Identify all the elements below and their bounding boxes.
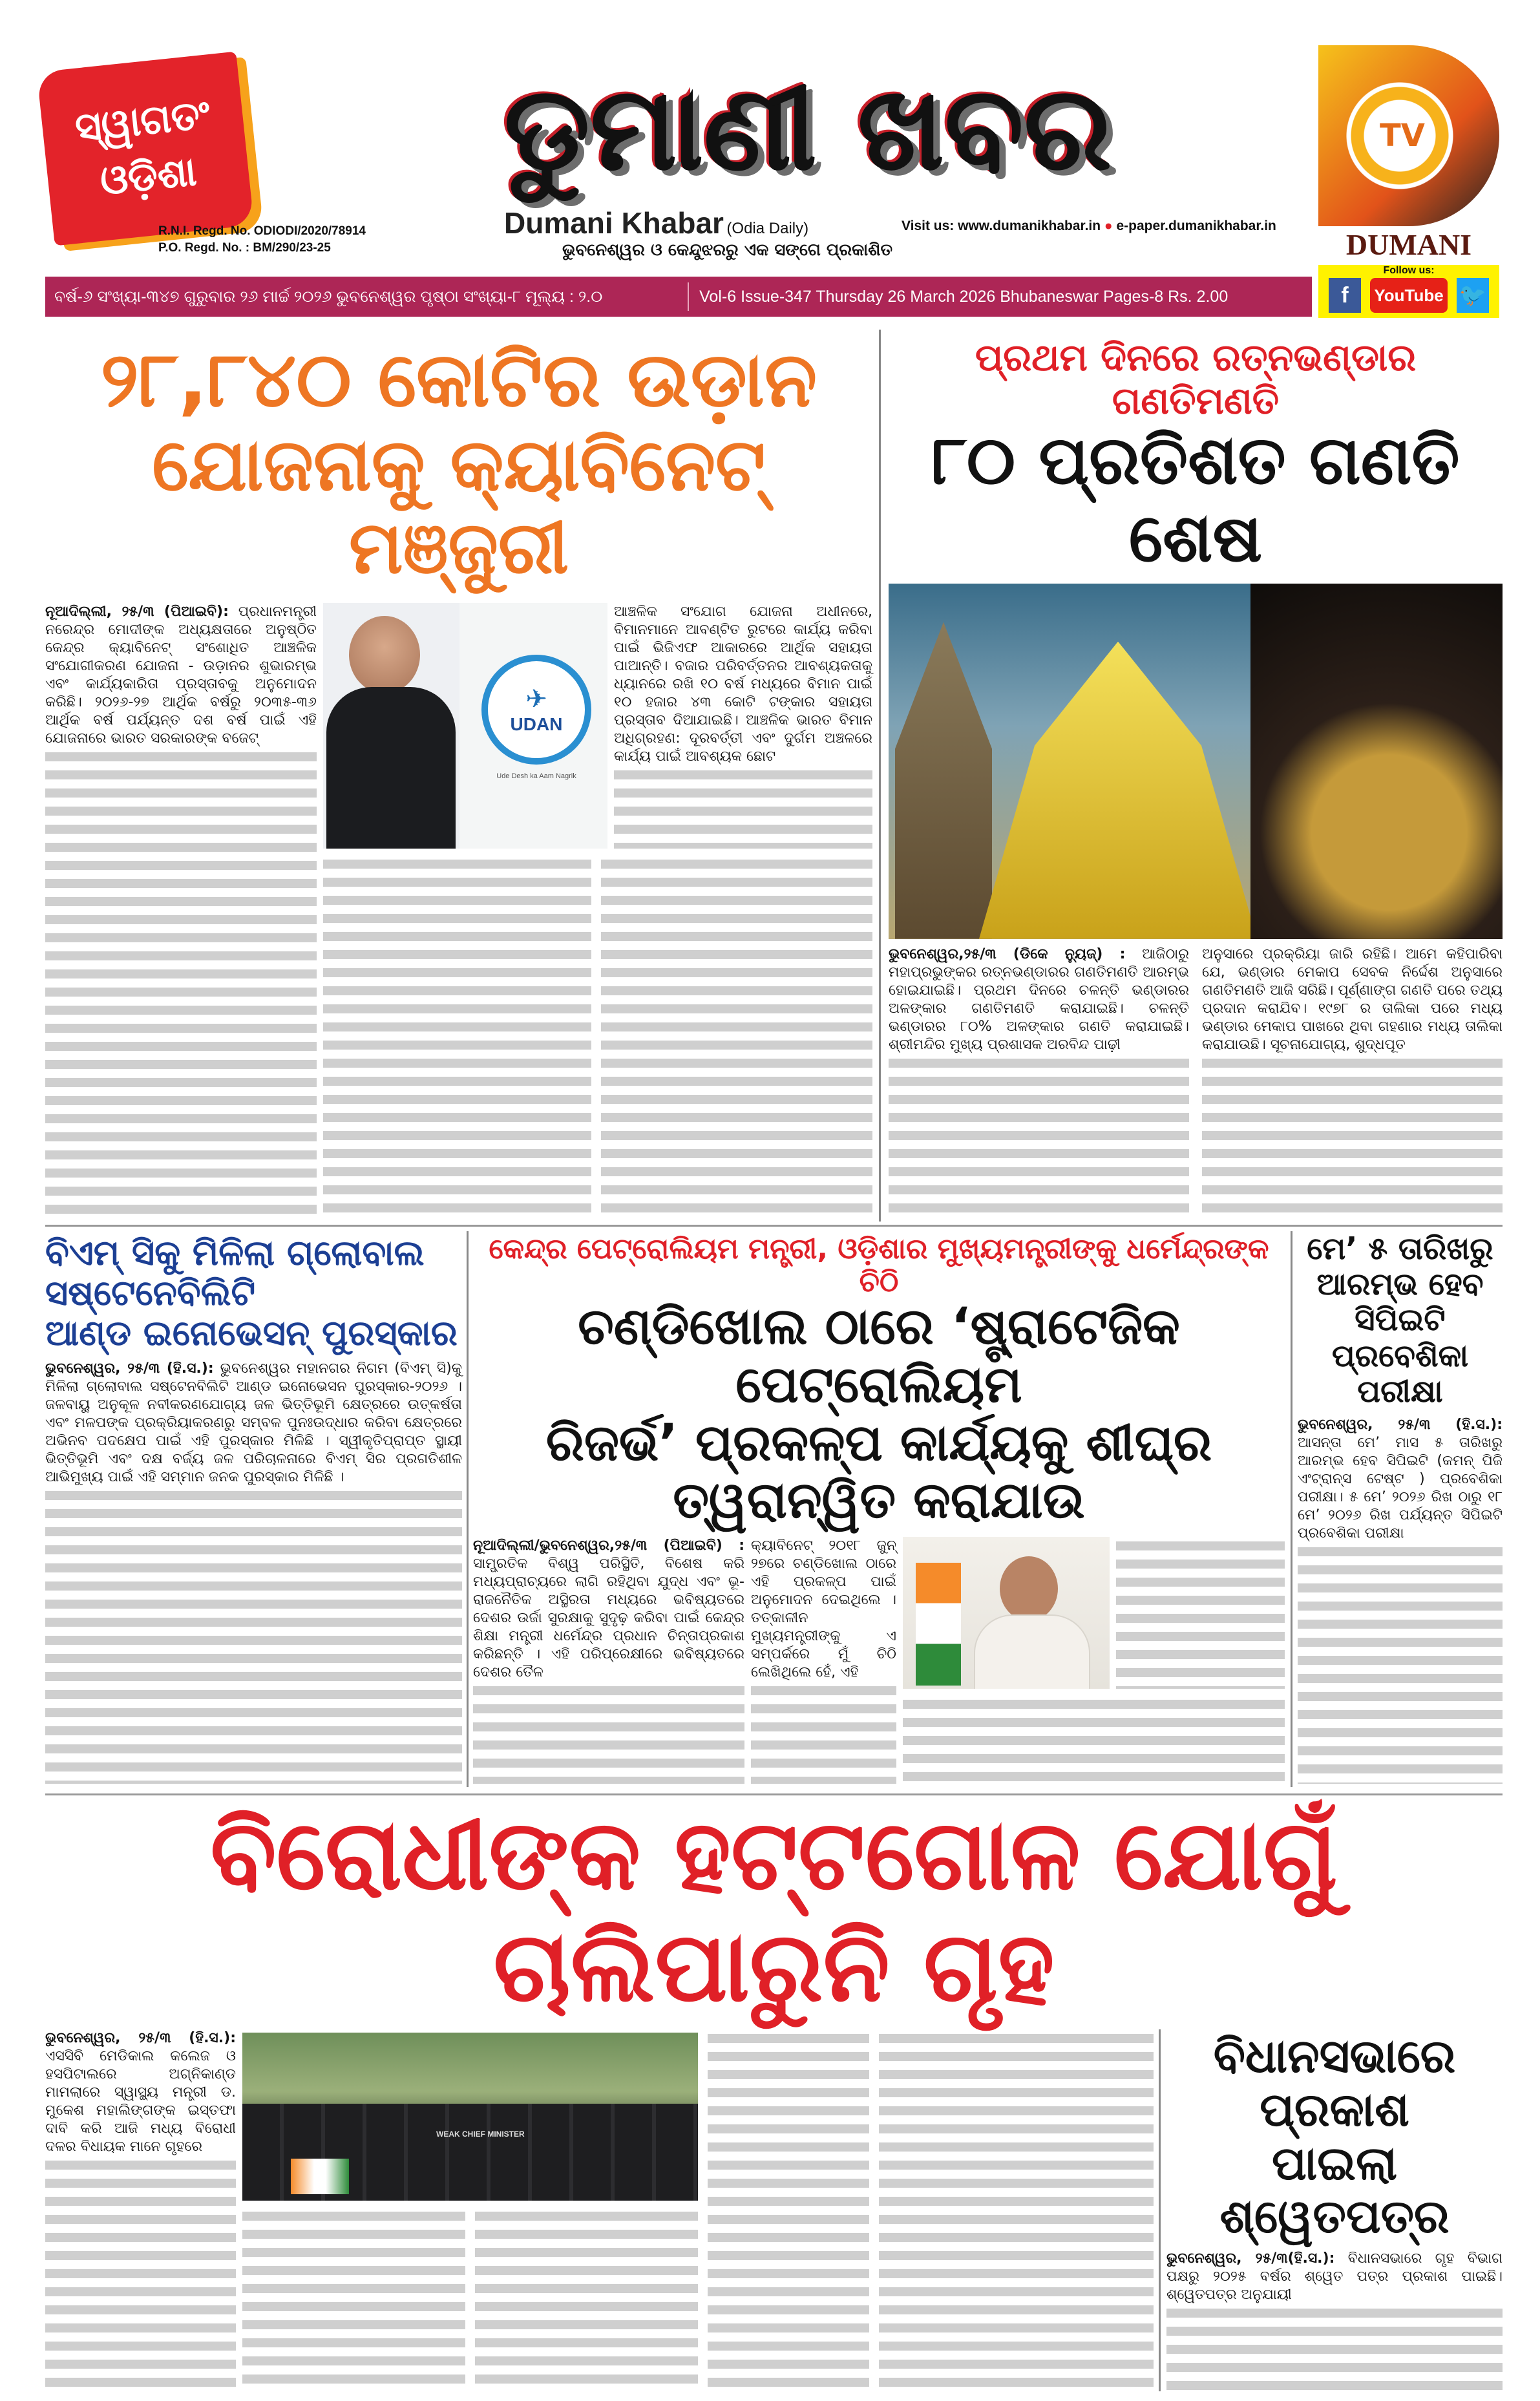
petroleum-article-col-3 [1116,1537,1285,1689]
date-english: Vol-6 Issue-347 Thursday 26 March 2026 Bhubaneswar Pages-8 Rs. 2.00 [699,287,1229,306]
udan-body-area [45,603,872,1222]
assembly-article-col-2 [242,2207,465,2391]
ratna-article-col-1 [889,946,1189,1222]
whitepaper-headline-line-2: ପାଇଲା ଶ୍ୱେତପତ୍ର [1219,2135,1450,2244]
cpet-headline-line-3: ପ୍ରବେଶିକା ପରୀକ୍ଷା [1331,1337,1469,1410]
masthead-tagline: ଭୁବନେଶ୍ୱର ଓ କେନ୍ଦୁଝରରୁ ଏକ ସଙ୍ଗେ ପ୍ରକାଶିତ [562,240,893,260]
ratna-headline: ୮୦ ପ୍ରତିଶତ ଗଣତି ଶେଷ [931,421,1460,577]
petroleum-kicker: କେନ୍ଦ୍ର ପେଟ୍ରୋଲିୟମ ମନ୍ତ୍ରୀ, ଓଡ଼ିଶାର ମୁଖ୍ୟମନ୍ତ୍ରୀଙ୍କୁ ଧର୍ମେନ୍ଦ୍ରଙ୍କ ଚିଠି [489,1232,1269,1298]
petroleum-headline-line-1: ଚଣ୍ଡିଖୋଲ ଠାରେ ‘ଷ୍ଟ୍ରାଟେଜିକ ପେଟ୍ରୋଲିୟମ [578,1298,1180,1414]
udan-article-col-4 [601,855,872,1222]
bmc-article [45,1233,462,1784]
section-divider [45,1225,1503,1227]
masthead-english-name [504,206,808,240]
cpet-body: ଆସନ୍ତା ମେ’ ମାସ ୫ ତାରିଖରୁ ଆରମ୍ଭ ହେବ ସିପିଇଟି (କମନ୍ ପିଜି ଏଂଟ୍ରାନ୍ସ ଟେଷ୍ଟ ) ପ୍ରବେଶିକା ପରୀକ୍ଷା। ୫ ମେ’ ୨୦୨୬ ରିଖ ଠାରୁ ୧୮ ମେ’ ୨୦୨୬ ରିଖ ପର୍ଯ୍ୟନ୍ତ ସିପିଇଟି ପ୍ରବେଶିକା ପରୀକ୍ଷା [1298,1434,1503,1541]
petroleum-article [473,1233,1285,1784]
cpet-headline-line-1: ମେ’ ୫ ତାରିଖରୁ [1307,1231,1493,1267]
tv-brand: DUMANI [1345,228,1472,261]
udan-logo-title: UDAN [510,714,563,735]
cpet-article-block [1298,1231,1503,1784]
plane-icon: ✈ [525,684,547,715]
petroleum-article-col-1 [473,1537,744,1784]
social-links [1318,265,1499,318]
indian-flag [916,1563,961,1686]
bmc-body: ଭୁବନେଶ୍ୱର ମହାନଗର ନିଗମ (ବିଏମ୍ ସି)କୁ ମିଳିଲା ଗ୍ଲୋବାଲ ସଷ୍ଟେନବିଲିଟି ଆଣ୍ଡ ଇନୋଭେସନ ପୁରସ୍କାର-୨୦୨୬ । ଜଳବାୟୁ ଅନୁକୂଳ ନବୀକରଣଯୋଗ୍ୟ ଜଳ ଭିତ୍ତିଭୂମି କ୍ଷେତ୍ରରେ ଉତ୍କର୍ଷତା ଏବଂ ମଳପଙ୍କ ପ୍ରକ୍ରିୟାକରଣରୁ ସମ୍ବଳ ପୁନଃଉଦ୍ଧାର କରିବା କ୍ଷେତ୍ରରେ ଅଭିନବ ପଦକ୍ଷେପ ପାଇଁ ଏହି ପୁରସ୍କାର ମିଳିଛି । ସ୍ୱୀକୃତିପ୍ରାପ୍ତ ସ୍ଥାୟୀ ଭିତ୍ତିଭୂମି ଏବଂ ଦକ୍ଷ ବର୍ଜ୍ୟ ଜଳ ପରିଚାଳନାରେ ବିଏମ୍ ସିର ପ୍ରଗତିଶୀଳ ଆଭିମୁଖ୍ୟ ପାଇଁ ଏହି ସମ୍ମାନ ଜନକ ପୁରସ୍କାର ମିଳିଛି । [45,1360,462,1486]
ratna-bhandar-photo [889,584,1503,939]
temple-spire [895,622,992,939]
badge-line-2: ଓଡ଼ିଶା [98,147,199,205]
website-links [902,218,1276,234]
whitepaper-body: ବିଧାନସଭାରେ ଗୃହ ବିଭାଗ ପକ୍ଷରୁ ୨୦୨୫ ବର୍ଷର ଶ୍ୱେତ ପତ୍ର ପ୍ରକାଶ ପାଇଛି। ଶ୍ୱେତପତ୍ର ଅନୁଯାୟୀ [1166,2250,1503,2303]
column-divider [1291,1231,1292,1787]
assembly-section [45,1800,1503,2391]
petroleum-body-2: କ୍ୟାବିନେଟ୍ ୨୦୧୮ ଜୁନ୍ ୨୭ରେ ଚଣ୍ଡିଖୋଲ ଠାରେ ଏହି ପ୍ରକଳ୍ପ ପାଇଁ ଅନୁମୋଦନ ଦେଇଥିଲେ । ତତ୍କାଳୀନ ମୁଖ୍ୟମନ୍ତ୍ରୀଙ୍କୁ ଏ ସମ୍ପର୍କରେ ମୁଁ ଚିଠି ଲେଖିଥିଲେ ହେଁ, ଏହି [751,1537,896,1680]
udan-logo [481,655,591,765]
protest-placard [291,2159,349,2194]
udan-headline-line-1: ୨୮,୮୪୦ କୋଟିର ଉଡ଼ାନ [100,335,817,424]
cpet-dateline: ଭୁବନେଶ୍ୱର, ୨୫/୩ (ହି.ସ.): [1298,1416,1503,1433]
udan-article [45,336,872,1222]
bmc-headline-line-1: ବିଏମ୍ ସିକୁ ମିଳିଲା ଗ୍ଲୋବାଲ ସଷ୍ଟେନେବିଲିଟି [45,1232,425,1314]
ratna-body-2: ଅନୁସାରେ ପ୍ରକ୍ରିୟା ଜାରି ରହିଛି। ଆମେ କହିପାରିବା ଯେ, ଭଣ୍ଡାର ମେକାପ ସେବକ ନିର୍ଦ୍ଦେଶ ଅନୁସାରେ ଗଣତିମଣତି ଆଜି ସରିଛି। ପୂର୍ଣ୍ଣାଙ୍ଗ ଗଣତି ପରେ ତଥ୍ୟ ପ୍ରଦାନ କରାଯିବ। ୧୯୭୮ ର ତାଲିକା ପରେ ମଧ୍ୟ ଭଣ୍ଡାର ମେକାପ ପାଖରେ ଥିବା ଗହଣାର ମଧ୍ୟ ତାଲିକା କରାଯାଉଛି। ସୂଚନାଯୋଗ୍ୟ, ଶୁଦ୍ଧପୂତ [1202,946,1503,1053]
rni-number: R.N.I. Regd. No. ODIODI/2020/78914 [158,224,366,238]
udan-article-col-2 [323,855,591,1222]
twitter-icon[interactable]: 🐦 [1457,278,1489,313]
epaper-link[interactable]: e-paper.dumanikhabar.in [1116,218,1276,233]
assembly-dateline: ଭୁବନେଶ୍ୱର, ୨୫/୩ (ହି.ସ.): [45,2030,236,2046]
ratna-article [889,336,1503,1222]
udan-logo-subtitle: Ude Desh ka Aam Nagrik [496,772,576,781]
masthead-logo: ଡୁମାଣୀ ଖବର [503,61,1112,196]
whitepaper-article [1166,2250,1503,2391]
modi-face [349,616,420,693]
udan-photo [323,603,607,849]
column-divider [467,1231,469,1787]
divider [688,282,689,311]
assembly-article-col-3 [475,2207,698,2391]
dumani-tv-logo [1318,45,1499,226]
assembly-body: ଏସସିବି ମେଡିକାଲ କଲେଜ ଓ ହସପିଟାଲରେ ଅଗ୍ନିକାଣ୍ଡ ମାମଲାରେ ସ୍ୱାସ୍ଥ୍ୟ ମନ୍ତ୍ରୀ ଡ. ମୁକେଶ ମହାଲିଙ୍ଗଙ୍କ ଇସ୍ତଫା ଦାବି କରି ଆଜି ମଧ୍ୟ ବିରୋଧୀ ଦଳର ବିଧାୟକ ମାନେ ଗୃହରେ [45,2048,236,2155]
udan-dateline: ନୂଆଦିଲ୍ଲୀ, ୨୫/୩ (ପିଆଇବି): [45,604,229,620]
whitepaper-headline-line-1: ବିଧାନସଭାରେ ପ୍ରକାଶ [1213,2029,1456,2137]
bmc-body-area [45,1360,462,1784]
udan-headline-line-2: ଯୋଜନାକୁ କ୍ୟାବିନେଟ୍ ମଞ୍ଜୁରୀ [152,423,766,591]
bmc-dateline: ଭୁବନେଶ୍ୱର, ୨୫/୩ (ହି.ସ.): [45,1360,214,1377]
paper-name-en: Dumani Khabar [504,206,724,240]
minister-kurta [974,1614,1090,1689]
registration-info [158,223,366,257]
petroleum-dateline: ନୂଆଦିଲ୍ଲୀ/ଭୁବନେଶ୍ୱର,୨୫/୩ (ପିଆଇବି) : [473,1537,744,1554]
udan-body-2: ଆଞ୍ଚଳିକ ସଂଯୋଗ ଯୋଜନା ଅଧୀନରେ, ବିମାନମାନେ ଆବଣ୍ଟିତ ରୁଟରେ କାର୍ଯ୍ୟ କରିବା ପାଇଁ ଭିଜିଏଫ ଆକାରରେ ଆର୍ଥିକ ସହାୟତା ପାଆନ୍ତି। ବଜାର ପରିବର୍ତ୍ତନର ଆବଶ୍ୟକତାକୁ ଧ୍ୟାନରେ ରଖି ୧୦ ବର୍ଷ ମଧ୍ୟରେ ବିମାନ ପାଇଁ ୧୦ ହଜାର ୪୩ କୋଟି ଟଙ୍କାର ସହାୟତା ପ୍ରସ୍ତାବ ଦିଆଯାଇଛି। ଆଞ୍ଚଳିକ ଭାରତ ବିମାନ ଅଧିଗ୍ରହଣ: ଦୂରବର୍ତ୍ତୀ ଏବଂ ଦୁର୍ଗମ ଅଞ୍ଚଳରେ କାର୍ଯ୍ୟ ପାଇଁ ଆବଶ୍ୟକ ଛୋଟ [614,604,872,765]
whitepaper-article-block [1166,2029,1503,2391]
shirt-slogan: WEAK CHIEF MINISTER [436,2130,525,2139]
swagatam-odisha-badge [37,52,255,246]
opposition-protest-photo [242,2033,698,2201]
petroleum-article-col-2 [751,1537,896,1784]
assembly-article-col-4 [708,2029,869,2391]
tv-logo-text: TV [1380,118,1425,154]
bullet-dot: ● [1104,218,1113,233]
ratna-kicker: ପ୍ରଥମ ଦିନରେ ରତ୍ନଭଣ୍ଡାର ଗଣତିମଣତି [975,335,1417,423]
modi-vest [326,687,456,849]
follow-label: Follow us: [1383,265,1435,276]
udan-body-1: ପ୍ରଧାନମନ୍ତ୍ରୀ ନରେନ୍ଦ୍ର ମୋଦୀଙ୍କ ଅଧ୍ୟକ୍ଷତାରେ ଅନୁଷ୍ଠିତ କେନ୍ଦ୍ର କ୍ୟାବିନେଟ୍ ସଂଶୋଧିତ ଆଞ୍ଚଳିକ ସଂଯୋଗୀକରଣ ଯୋଜନା - ଉଡ଼ାନର ଶୁଭାରମ୍ଭ ଏବଂ କାର୍ଯ୍ୟକାରିତା ପ୍ରସ୍ତାବକୁ ଅନୁମୋଦନ କରିଛି। ୨୦୨୬-୨୭ ଆର୍ଥିକ ବର୍ଷରୁ ୨୦୩୫-୩୬ ଆର୍ଥିକ ବର୍ଷ ପର୍ଯ୍ୟନ୍ତ ଦଶ ବର୍ଷ ପାଇଁ ଏହି ଯୋଜନାରେ ଭାରତ ସରକାରଙ୍କ ବଜେଟ୍ [45,604,317,747]
cpet-body-area [1298,1416,1503,1784]
facebook-icon[interactable]: f [1329,278,1361,313]
assembly-headline: ବିରୋଧୀଙ୍କ ହଟ୍ଟଗୋଳ ଯୋଗୁଁ ଚାଲିପାରୁନି ଗୃହ [210,1799,1338,2024]
ratna-body-area [889,946,1503,1222]
website-link[interactable]: Visit us: www.dumanikhabar.in [902,218,1101,233]
treasure-chest [1250,584,1503,939]
udan-article-col-3 [614,603,872,849]
petroleum-headline-line-2: ରିଜର୍ଭ’ ପ୍ରକଳ୍ପ କାର୍ଯ୍ୟକୁ ଶୀଘ୍ର ତ୍ୱରାନ୍ୱିତ କରାଯାଉ [545,1413,1212,1530]
paper-name-sub: (Odia Daily) [726,220,809,237]
ratna-body-1: ଆଜିଠାରୁ ମହାପ୍ରଭୁଙ୍କର ରତ୍ନଭଣ୍ଡାରର ଗଣତିମଣତି ଆରମ୍ଭ ହୋଇଯାଇଛି। ପ୍ରଥମ ଦିନରେ ଚଳନ୍ତି ଭଣ୍ଡାରର ଅଳଙ୍କାର ଗଣତିମଣତି କରାଯାଇଛି। ଚଳନ୍ତି ଭଣ୍ଡାରର ୮୦% ଅଳଙ୍କାର ଗଣତି କରାଯାଇଛି। ଶ୍ରୀମନ୍ଦିର ମୁଖ୍ୟ ପ୍ରଶାସକ ଅରବିନ୍ଦ ପାଢ଼ୀ [889,946,1189,1053]
minister-face [1000,1556,1058,1621]
youtube-icon[interactable]: YouTube [1370,278,1448,313]
bmc-headline-line-2: ଆଣ୍ଡ ଇନୋଭେସନ୍ ପୁରସ୍କାର [45,1313,458,1354]
assembly-body-area [45,2029,1503,2391]
date-bar [45,277,1312,317]
ratna-article-col-2 [1202,946,1503,1222]
petroleum-body-area [473,1537,1285,1784]
petroleum-article-col-4 [903,1695,1285,1784]
bmc-article-text [45,1360,462,1784]
cpet-headline-line-2: ଆରମ୍ଭ ହେବ ସିପିଇଟି [1316,1266,1484,1338]
assembly-article-col-5 [879,2029,1154,2391]
cpet-article [1298,1416,1503,1784]
petroleum-body-1: ସାମ୍ପ୍ରତିକ ବିଶ୍ୱ ପରିସ୍ଥିତି, ବିଶେଷ କରି ମଧ୍ୟପ୍ରାଚ୍ୟରେ ଲାଗି ରହିଥିବା ଯୁଦ୍ଧ ଏବଂ ଭୂ-ରାଜନୈତିକ ଅସ୍ଥିରତା ମଧ୍ୟରେ ଭବିଷ୍ୟତରେ ଦେଶର ଉର୍ଜା ସୁରକ୍ଷାକୁ ସୁଦୃଢ଼ କରିବା ପାଇଁ କେନ୍ଦ୍ର ଶିକ୍ଷା ମନ୍ତ୍ରୀ ଧର୍ମେନ୍ଦ୍ର ପ୍ରଧାନ ଚିନ୍ତାପ୍ରକାଶ କରିଛନ୍ତି । ଏହି ପରିପ୍ରେକ୍ଷୀରେ ଭବିଷ୍ୟତରେ ଦେଶର ତୈଳ [473,1555,744,1680]
badge-line-1: ସ୍ୱାଗତଂ [72,90,213,151]
whitepaper-dateline: ଭୁବନେଶ୍ୱର, ୨୫/୩(ହି.ସ.): [1166,2250,1335,2267]
ratna-dateline: ଭୁବନେଶ୍ୱର,୨୫/୩ (ଡିକେ ନ୍ୟୁଜ୍) : [889,946,1126,962]
golden-temple-model [979,642,1257,939]
column-divider [879,330,881,1222]
udan-article-col-1 [45,603,317,1222]
assembly-article-col-1 [45,2029,236,2391]
po-number: P.O. Regd. No. : BM/290/23-25 [158,241,331,255]
whitepaper-body-area [1166,2250,1503,2391]
date-odia: ବର୍ଷ-୬ ସଂଖ୍ୟା-୩୪୭ ଗୁରୁବାର ୨୬ ମାର୍ଚ୍ଚ ୨୦୨୬ ଭୁବନେଶ୍ୱର ପୃଷ୍ଠା ସଂଖ୍ୟା-୮ ମୂଲ୍ୟ : ୨.୦ [54,287,603,306]
dharmendra-pradhan-photo [903,1537,1110,1689]
column-divider [1159,2029,1161,2391]
section-divider [45,1793,1503,1795]
